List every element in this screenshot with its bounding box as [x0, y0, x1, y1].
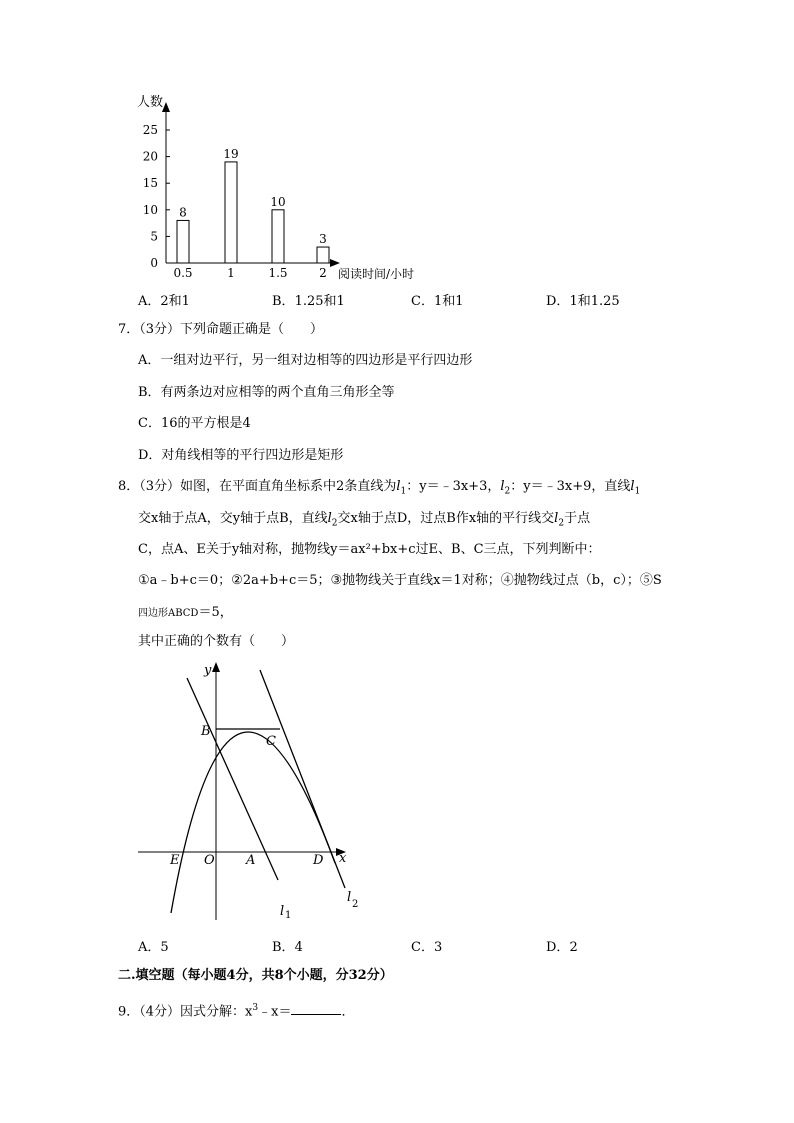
bar-value-label: 19: [223, 146, 239, 161]
q8-text: 交x轴于点D，过点B作x轴的平行线交: [337, 511, 555, 526]
q7-option-b[interactable]: B．有两条边对应相等的两个直角三角形全等: [138, 385, 395, 400]
q8-text: 8．（3分）如图，在平面直角坐标系中2条直线为: [118, 479, 397, 494]
y-axis-arrow: [162, 102, 170, 112]
x-axis-arrow: [330, 259, 340, 267]
q8-option-a[interactable]: [138, 936, 169, 955]
label-y: y: [204, 663, 212, 678]
q8-option-c[interactable]: [411, 936, 442, 955]
line-l1: [187, 678, 278, 880]
x-tick-label: 1: [227, 266, 235, 280]
q8-text: ：y＝﹣3x+3，: [406, 479, 501, 494]
label-x: x: [339, 851, 347, 866]
option-letter: B．: [272, 294, 295, 309]
q8-line-1: 8．（3分）如图，在平面直角坐标系中2条直线为$l_1$：y＝﹣3x+3，$l_2$：y＝﹣3x+9，直线$l_1$: [118, 479, 641, 497]
option-letter: A．: [138, 940, 161, 955]
label-e: E: [170, 853, 180, 868]
bar-1.5: [272, 210, 284, 263]
y-tick-label: 15: [142, 176, 158, 191]
label-l2: l: [347, 890, 352, 905]
option-letter: B．: [272, 940, 295, 955]
bar-value-label: 8: [179, 205, 187, 220]
bar-value-label: 10: [270, 194, 286, 209]
q8-text: ＝5，: [198, 605, 233, 620]
l2-symbol: l: [327, 511, 332, 526]
x-axis-label: 阅读时间/小时: [338, 267, 415, 281]
label-b: B: [201, 724, 211, 739]
option-text: 2和1: [160, 294, 190, 309]
bar-0.5: [177, 220, 189, 263]
y-tick-label: 5: [150, 229, 158, 244]
q8-line-6: 其中正确的个数有（ ）: [138, 634, 295, 649]
label-l1-sub: 1: [285, 910, 292, 921]
q9-exponent: 3: [252, 1003, 259, 1013]
section-heading: 二.填空题（每小题4分，共8个小题，分32分）: [118, 968, 393, 983]
label-a: A: [246, 853, 256, 868]
y-axis-arrow: [212, 662, 220, 672]
x-tick-label: 2: [319, 266, 327, 280]
q7-stem: 7．（3分）下列命题正确是（ ）: [118, 322, 324, 337]
y-tick-label: 10: [142, 202, 158, 217]
bar-1: [225, 162, 237, 263]
q8-line-2: 交x轴于点A，交y轴于点B，直线$l_2$交x轴于点D，过点B作x轴的平行线交$l_2$于点: [138, 511, 591, 529]
q9-text: ﹣x＝: [258, 1004, 292, 1020]
option-letter: A．: [138, 294, 161, 309]
q8-text: 交x轴于点A，交y轴于点B，直线: [138, 511, 328, 526]
bar-2: [317, 247, 329, 263]
label-l1: l: [280, 904, 285, 919]
bar-value-label: 3: [319, 232, 327, 247]
q6-option-a[interactable]: [138, 290, 190, 309]
q8-line-5: [138, 604, 233, 623]
y-tick-label: 25: [142, 123, 158, 137]
l2-symbol: l: [500, 479, 505, 494]
q9-text: ．: [341, 1004, 355, 1020]
y-axis-label: 人数: [137, 95, 164, 110]
q7-option-c[interactable]: C．16的平方根是4: [138, 416, 251, 431]
option-text: 1.25和1: [294, 294, 345, 309]
label-c: C: [266, 734, 276, 749]
label-d: D: [313, 853, 324, 868]
option-text: 5: [160, 940, 169, 955]
option-text: 4: [294, 940, 303, 955]
label-o: O: [204, 853, 215, 868]
parabola: [171, 732, 335, 913]
option-text: 3: [433, 940, 443, 955]
option-text: 1和1: [433, 294, 464, 309]
label-l2-sub: 2: [352, 899, 359, 910]
option-text: 2: [569, 940, 578, 955]
q7-option-a[interactable]: A．一组对边平行，另一组对边相等的四边形是平行四边形: [138, 353, 473, 368]
q8-subscript: 四边形ABCD: [138, 608, 199, 619]
y-tick-label: 0: [150, 256, 158, 270]
q7-option-d[interactable]: D．对角线相等的平行四边形是矩形: [138, 448, 344, 463]
x-tick-label: 1.5: [268, 266, 288, 280]
q8-text: ：y＝﹣3x+9，直线: [510, 479, 631, 494]
option-letter: D．: [546, 940, 570, 955]
l2-symbol: l: [554, 511, 559, 526]
option-letter: C．: [411, 294, 434, 309]
option-letter: C．: [411, 940, 434, 955]
answer-blank[interactable]: [291, 1002, 341, 1015]
bar-chart: [120, 88, 450, 288]
q8-option-d[interactable]: [546, 936, 578, 955]
option-letter: D．: [546, 294, 570, 309]
y-tick-label: 20: [142, 149, 158, 164]
q8-line-3: C，点A、E关于y轴对称，抛物线y＝ax²+bx+c过E、B、C三点，下列判断中：: [138, 542, 601, 557]
q6-option-d[interactable]: [546, 290, 620, 309]
q8-figure: [130, 658, 370, 923]
q8-text: 于点: [564, 511, 591, 526]
l1-symbol: l: [630, 479, 635, 494]
q6-option-c[interactable]: [411, 290, 464, 309]
q9-text: 9．（4分）因式分解：x: [118, 1004, 253, 1020]
x-tick-label: 0.5: [173, 266, 193, 280]
q8-line-4: ①a﹣b+c＝0；②2a+b+c＝5；③抛物线关于直线x＝1对称；④抛物线过点（b，c）；⑤S: [138, 573, 662, 588]
q9-stem: [118, 999, 354, 1021]
l1-symbol: l: [396, 479, 401, 494]
q6-option-b[interactable]: [272, 290, 345, 309]
q8-option-b[interactable]: [272, 936, 303, 955]
option-text: 1和1.25: [569, 294, 620, 309]
